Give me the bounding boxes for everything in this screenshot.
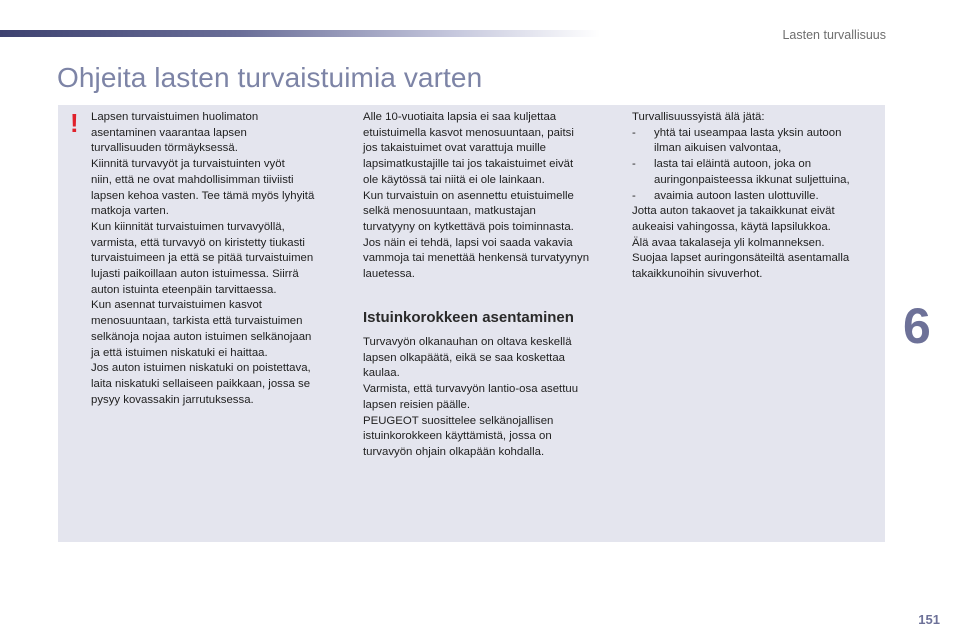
text-line: Jos auton istuimen niskatuki on poistettava, bbox=[91, 362, 311, 375]
text-line: Turvavyön olkanauhan on oltava keskellä bbox=[363, 336, 572, 348]
text-line: takaikkunoihin sivuverhot. bbox=[632, 268, 763, 281]
text-line: Kun asennat turvaistuimen kasvot bbox=[91, 299, 262, 312]
text-line: Jos näin ei tehdä, lapsi voi saada vakavia bbox=[363, 236, 573, 249]
text-line: Älä avaa takalaseja yli kolmanneksen. bbox=[632, 236, 825, 249]
text-line: Kun kiinnität turvaistuimen turvavyöllä, bbox=[91, 220, 285, 233]
text-line: vammoja tai menettää henkensä turvatyynyn bbox=[363, 252, 590, 265]
text-line: Jotta auton takaovet ja takaikkunat eivät bbox=[632, 205, 835, 218]
text-line: turvatyyny on kytkettävä pois toiminnasta. bbox=[363, 220, 574, 233]
warning-text bbox=[91, 110, 341, 408]
text-line: Suojaa lapset auringonsäteiltä asentamalla bbox=[632, 252, 850, 265]
text-line: avaimia autoon lasten ulottuville. bbox=[654, 189, 819, 202]
text-line: kaulaa. bbox=[363, 367, 400, 380]
text-line: lapsen olkapäätä, eikä se saa koskettaa bbox=[363, 351, 566, 364]
text-line: pysyy kovassakin jarrutuksessa. bbox=[91, 393, 254, 406]
header-gradient-bar bbox=[0, 30, 600, 37]
text-line: yhtä tai useampaa lasta yksin autoon bbox=[654, 126, 842, 139]
booster-seat-heading: Istuinkorokkeen asentaminen bbox=[363, 309, 574, 326]
text-line: Alle 10-vuotiaita lapsia ei saa kuljettaa bbox=[363, 111, 557, 123]
text-line: auton istuinta eteenpäin tarvittaessa. bbox=[91, 283, 277, 296]
text-line: turvallisuuden törmäyksessä. bbox=[91, 142, 238, 155]
text-line: ole käytössä tai niitä ei ole lainkaan. bbox=[363, 173, 545, 186]
text-line: lapsen kehoa vasten. Tee tämä myös lyhyitä bbox=[91, 189, 315, 202]
text-line: laita niskatuki sellaiseen paikkaan, jossa se bbox=[91, 377, 311, 390]
text-line: jos takaistuimet ovat varattuja muille bbox=[363, 142, 546, 155]
text-line: etuistuimella kasvot menosuuntaan, paitsi bbox=[363, 126, 574, 139]
text-line: lauetessa. bbox=[363, 268, 415, 281]
text-line: lujasti paikoillaan auton istuimessa. Siirrä bbox=[91, 268, 299, 281]
list-item bbox=[632, 157, 882, 188]
list-dash: - bbox=[632, 158, 636, 171]
text-line: lapsimatkustajille tai jos takaistuimet eivät bbox=[363, 158, 574, 171]
list-dash: - bbox=[632, 189, 636, 202]
text-line: PEUGEOT suosittelee selkänojallisen bbox=[363, 414, 554, 427]
safety-tips-text bbox=[632, 110, 882, 283]
section-header: Lasten turvallisuus bbox=[782, 28, 886, 42]
text-line: turvavyön ohjain olkapään kohdalla. bbox=[363, 445, 545, 458]
text-line: menosuuntaan, tarkista että turvaistuimen bbox=[91, 315, 303, 328]
text-line: varmista, että turvavyö on kiristetty tiukasti bbox=[91, 236, 305, 249]
text-line: auringonpaisteessa ikkunat suljettuina, bbox=[654, 173, 850, 186]
text-line: niin, että ne ovat mahdollisimman tiiviisti bbox=[91, 173, 294, 186]
text-line: istuinkorokkeen käyttämistä, jossa on bbox=[363, 430, 552, 443]
booster-seat-text bbox=[363, 335, 613, 461]
exclamation-icon: ! bbox=[70, 108, 79, 138]
page-title: Ohjeita lasten turvaistuimia varten bbox=[57, 62, 483, 93]
text-line: Kiinnitä turvavyöt ja turvaistuinten vyöt bbox=[91, 158, 285, 171]
text-line: turvaistuimeen ja että se pitää turvaistuimen bbox=[91, 252, 314, 265]
page-number: 151 bbox=[918, 612, 940, 627]
text-line: lapsen reisien päälle. bbox=[363, 398, 471, 411]
text-line: Lapsen turvaistuimen huolimaton bbox=[91, 111, 259, 123]
list-item bbox=[632, 126, 882, 157]
text-line: Kun turvaistuin on asennettu etuistuimelle bbox=[363, 189, 574, 202]
front-seat-text bbox=[363, 110, 613, 283]
text-line: asentaminen vaarantaa lapsen bbox=[91, 126, 247, 139]
text-line: ja että istuimen niskatuki ei haittaa. bbox=[91, 346, 268, 359]
list-dash: - bbox=[632, 126, 636, 139]
safety-intro: Turvallisuussyistä älä jätä: bbox=[632, 111, 765, 123]
text-line: matkoja varten. bbox=[91, 205, 169, 218]
list-item bbox=[632, 189, 882, 205]
text-line: selkä menosuuntaan, matkustajan bbox=[363, 205, 536, 218]
chapter-number: 6 bbox=[903, 298, 931, 354]
text-line: lasta tai eläintä autoon, joka on bbox=[654, 158, 812, 171]
text-line: selkänoja nojaa auton istuimen selkänojaan bbox=[91, 330, 312, 343]
text-line: ilman aikuisen valvontaa, bbox=[654, 142, 782, 155]
text-line: Varmista, että turvavyön lantio-osa asettuu bbox=[363, 383, 579, 396]
text-line: aukeaisi vahingossa, käytä lapsilukkoa. bbox=[632, 220, 831, 233]
